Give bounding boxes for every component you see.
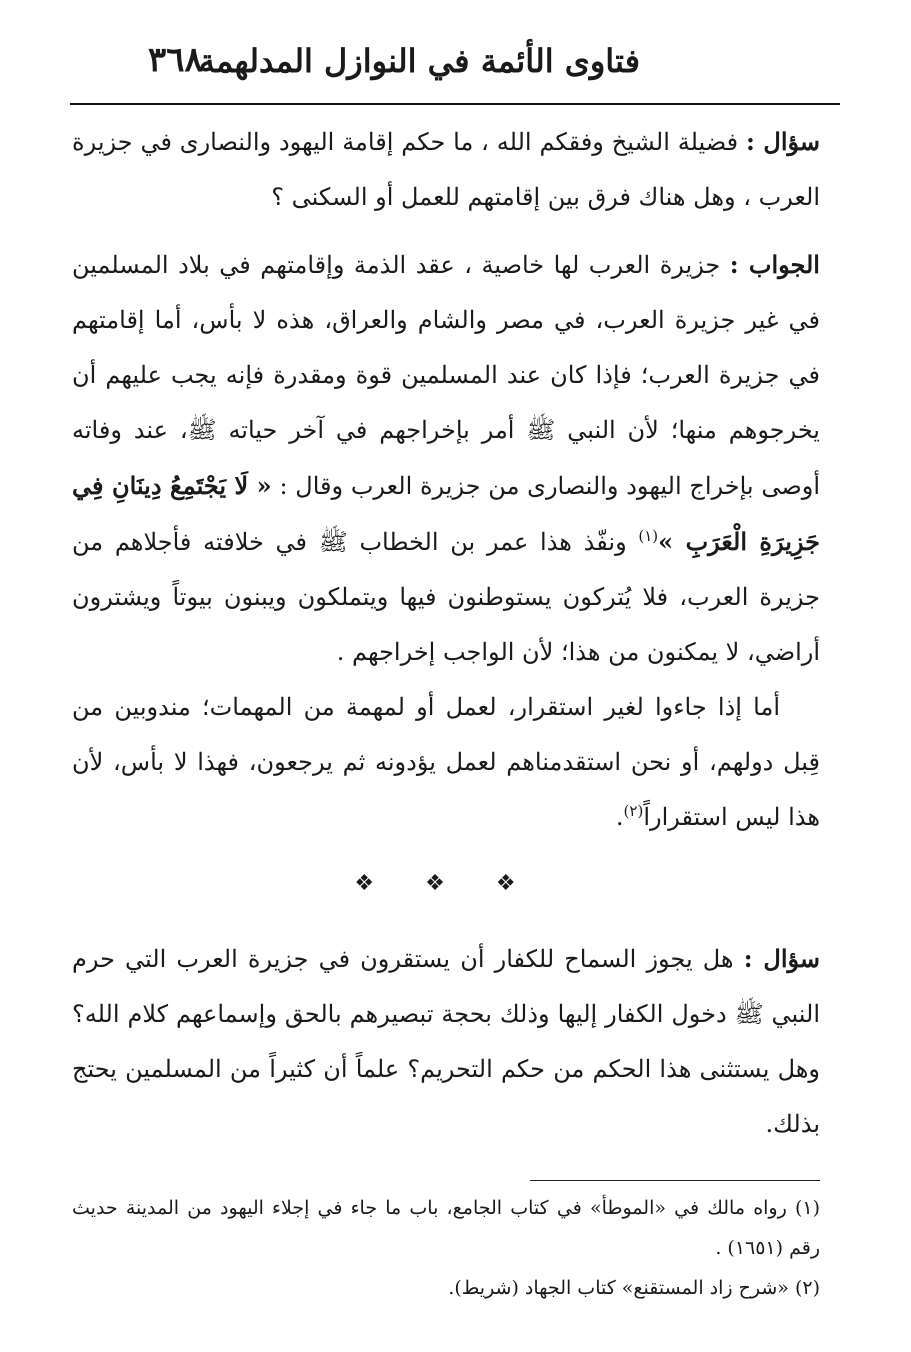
question-1	[72, 114, 820, 225]
question-text: فضيلة الشيخ وفقكم الله ، ما حكم إقامة اليهود والنصارى في جزيرة العرب ، وهل هناك فرق بين إقامتهم للعمل أو السكنى ؟	[72, 128, 820, 211]
footnote-rule	[530, 1180, 820, 1181]
answer-paragraph-2	[72, 680, 820, 845]
answer-label: الجواب :	[729, 250, 820, 279]
footnote-ref-2: (٢)	[623, 802, 644, 820]
page-number: ٣٦٨	[148, 40, 203, 80]
section-separator: ❖ ❖ ❖	[354, 871, 538, 896]
running-title: فتاوى الأئمة في النوازل المدلهمة	[198, 42, 640, 80]
footnotes	[72, 1188, 820, 1308]
answer-paragraph-2-text: أما إذا جاءوا لغير استقرار، لعمل أو لمهمة من المهمات؛ مندوبين من قِبل دولهم، أو نحن استقدمناهم لعمل يؤدونه ثم يرجعون، فهذا لا بأس، لأن هذا ليس استقراراً	[72, 693, 820, 831]
hadith-quote: « لَا يَجْتَمِعُ دِينَانِ فِي جَزِيرَةِ الْعَرَبِ »	[72, 471, 820, 556]
question-label: سؤال :	[743, 944, 820, 973]
header-rule	[70, 103, 840, 105]
main-text	[72, 114, 820, 1152]
footnote-ref-1: (١)	[638, 527, 659, 545]
answer-text-continued: ونفّذ هذا عمر بن الخطاب ﷺ في خلافته فأجلاهم من جزيرة العرب، فلا يُتركون يستوطنون فيها ويتملكون ويبنون بيوتاً ويشترون أراضي، لا يمكنون من هذا؛ لأن الواجب إخراجهم .	[72, 528, 820, 666]
question-text: هل يجوز السماح للكفار أن يستقرون في جزيرة العرب التي حرم النبي ﷺ دخول الكفار إليها وذلك بحجة تبصيرهم بالحق وإسماعهم كلام الله؟ وهل يستثنى هذا الحكم من حكم التحريم؟ علماً أن كثيراً من المسلمين يحتج بذلك.	[72, 945, 820, 1138]
question-2	[72, 931, 820, 1152]
footnote-2: (٢) «شرح زاد المستقنع» كتاب الجهاد (شريط).	[448, 1277, 820, 1299]
question-label: سؤال :	[745, 127, 820, 156]
answer-1	[72, 237, 820, 680]
page-header	[70, 40, 840, 100]
footnote-1: (١) رواه مالك في «الموطأ» في كتاب الجامع، باب ما جاء في إجلاء اليهود من المدينة حديث رقم (١٦٥١) .	[72, 1197, 820, 1259]
answer-text: جزيرة العرب لها خاصية ، عقد الذمة وإقامتهم في بلاد المسلمين في غير جزيرة العرب، في مصر والشام والعراق، هذه لا بأس، أما إقامتهم في جزيرة العرب؛ فإذا كان عند المسلمين قوة ومقدرة فإنه يجب عليهم أن يخرجوهم منها؛ لأن النبي ﷺ أمر بإخراجهم في آخر حياته ﷺ، عند وفاته أوصى بإخراج اليهود والنصارى من جزيرة العرب وقال :	[72, 251, 820, 500]
answer-paragraph-2-end: .	[615, 803, 624, 831]
